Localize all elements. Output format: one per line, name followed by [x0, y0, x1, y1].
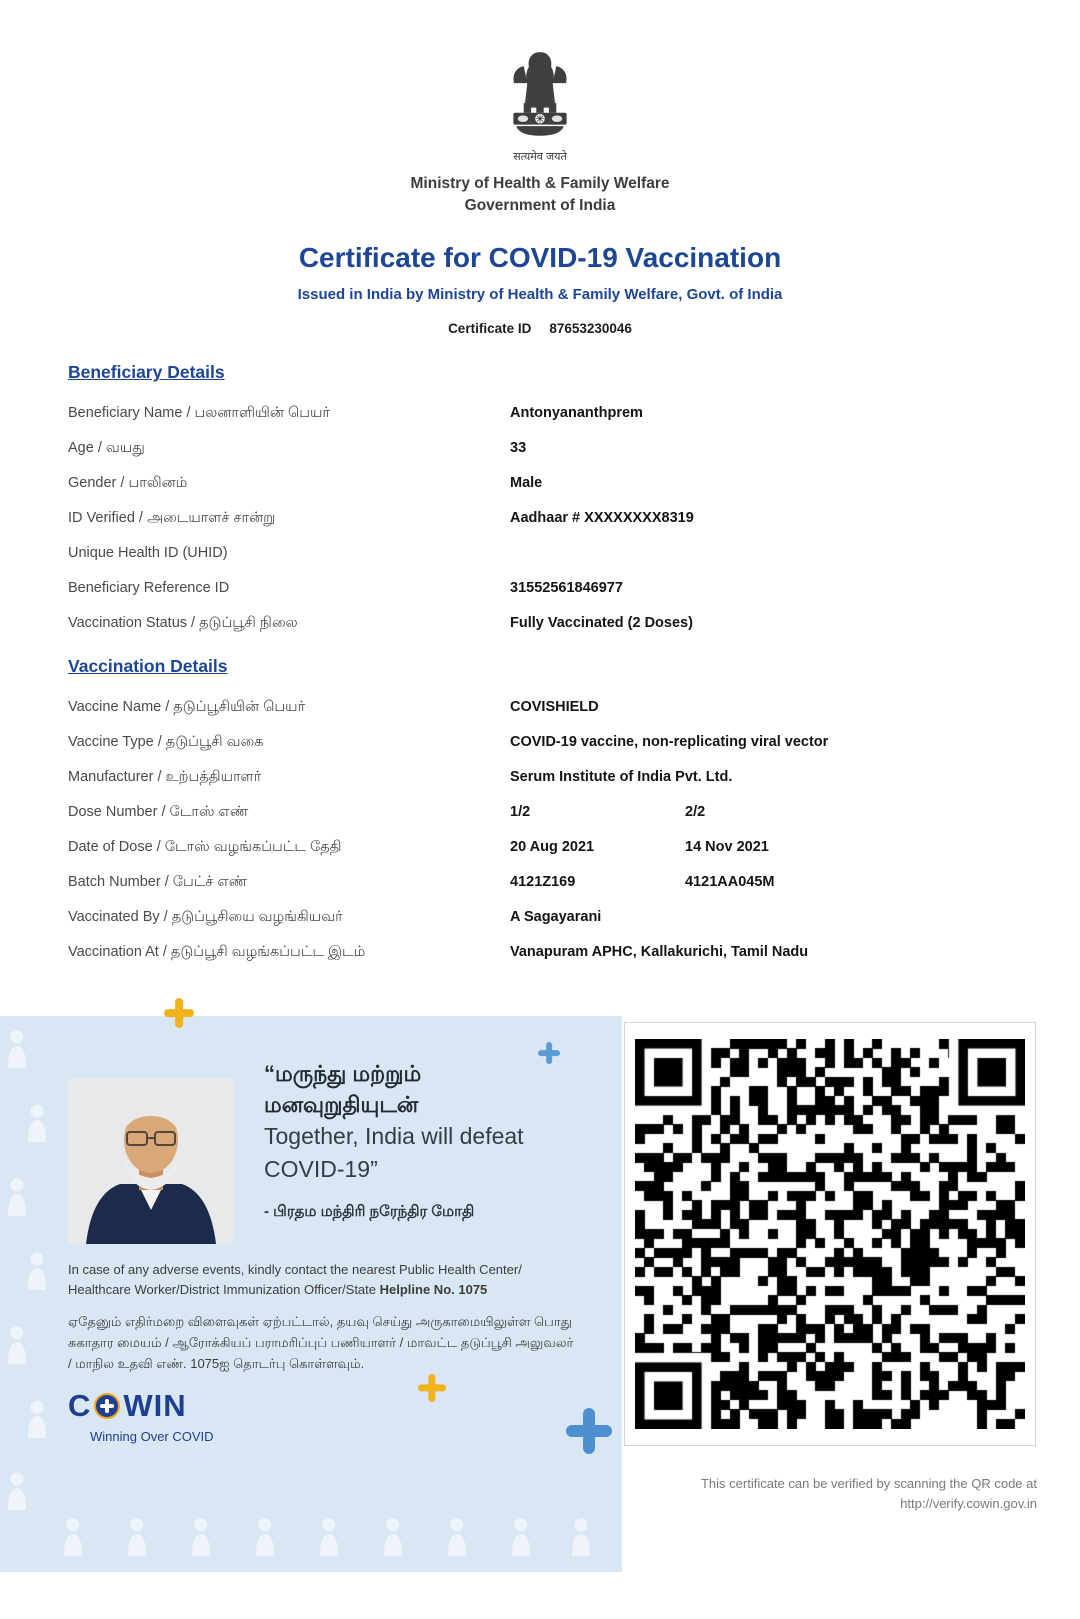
verification-url: http://verify.cowin.gov.in	[900, 1495, 1037, 1511]
field-value	[510, 872, 774, 892]
row-uhid	[68, 535, 1012, 570]
national-emblem-icon	[503, 48, 577, 164]
pm-photo	[68, 1078, 234, 1244]
row-dose-number	[68, 794, 1012, 829]
cowin-tagline: Winning Over COVID	[90, 1429, 214, 1444]
row-date-of-dose	[68, 829, 1012, 864]
certificate-id-label: Certificate ID	[448, 321, 532, 337]
field-value: Fully Vaccinated (2 Doses)	[510, 614, 693, 631]
qr-code-box	[624, 1022, 1036, 1446]
field-label: ID Verified / அடையாளச் சான்று	[68, 509, 276, 526]
adverse-events-note-tamil: ஏதேனும் எதிர்மறை விளைவுகள் ஏற்பட்டால், தயவு செய்து அருகாமையிலுள்ள பொது சுகாதார மையம் / ஆரோக்கியப் பராமரிப்புப் பணியாளர் / மாவட்ட தடுப்பூசி அலுவலர் / மாநில உதவி எண். 1075ஐ தொடர்பு கொள்ளவும்.	[68, 1314, 574, 1371]
cowin-o-icon	[94, 1393, 120, 1419]
row-vaccine-type	[68, 724, 1012, 759]
plus-icon	[164, 998, 194, 1028]
adverse-events-text: In case of any adverse events, kindly contact the nearest Public Health Center/ Healthcare Worker/District Immunization Officer/State	[68, 1262, 522, 1298]
dose-1-batch: 4121Z169	[510, 873, 576, 890]
row-vaccine-name	[68, 689, 1012, 724]
footer-banner	[0, 1016, 1080, 1572]
ministry-line-2: Government of India	[464, 196, 616, 214]
field-value: 31552561846977	[510, 579, 623, 596]
dose-1-value: 1/2	[510, 803, 531, 820]
plus-icon	[566, 1408, 612, 1454]
ministry-name	[0, 173, 1080, 216]
field-label: Vaccination At / தடுப்பூசி வழங்கப்பட்ட இடம்	[68, 943, 366, 960]
field-label: Batch Number / பேட்ச் எண்	[68, 873, 248, 890]
certificate-id-value: 87653230046	[549, 321, 632, 337]
field-label: Manufacturer / உற்பத்தியாளர்	[68, 768, 262, 785]
vaccination-details-heading: Vaccination Details	[68, 656, 228, 677]
quote-english-line-2: COVID-19”	[264, 1156, 378, 1182]
cowin-logo-win: WIN	[123, 1388, 187, 1423]
field-label: Age / வயது	[68, 439, 145, 456]
row-vaccinated-by	[68, 899, 1012, 934]
certificate-id-line	[0, 321, 1080, 336]
pm-quote	[264, 1058, 524, 1222]
field-label: Beneficiary Reference ID	[68, 579, 230, 596]
row-reference-id	[68, 570, 1012, 605]
verification-text: This certificate can be verified by scanning the QR code at	[700, 1476, 1037, 1491]
quote-tamil-line-1: “மருந்து மற்றும்	[264, 1061, 422, 1086]
field-value: 33	[510, 439, 527, 456]
cowin-logo	[68, 1388, 214, 1444]
row-batch-number	[68, 864, 1012, 899]
field-label: Gender / பாலினம்	[68, 474, 188, 491]
field-label: Date of Dose / டோஸ் வழங்கப்பட்ட தேதி	[68, 838, 342, 855]
dose-1-date: 20 Aug 2021	[510, 838, 595, 855]
field-value: Antonyananthprem	[510, 404, 643, 421]
ministry-line-1: Ministry of Health & Family Welfare	[410, 175, 670, 192]
emblem-motto: सत्यमेव जयते	[513, 151, 567, 163]
certificate-subtitle: Issued in India by Ministry of Health & Family Welfare, Govt. of India	[297, 286, 783, 304]
field-value	[510, 802, 705, 822]
field-value: A Sagayarani	[510, 908, 602, 925]
row-vaccination-at	[68, 934, 1012, 969]
certificate-title: Certificate for COVID-19 Vaccination	[298, 242, 782, 274]
quote-tamil-line-2: மனவுறுதியுடன்	[264, 1092, 419, 1117]
field-label: Vaccine Name / தடுப்பூசியின் பெயர்	[68, 698, 306, 715]
row-age	[68, 430, 1012, 465]
field-value: Aadhaar # XXXXXXXX8319	[510, 509, 694, 526]
field-value: COVISHIELD	[510, 698, 599, 715]
field-label: Unique Health ID (UHID)	[68, 544, 228, 561]
row-gender	[68, 465, 1012, 500]
helpline-number: Helpline No. 1075	[379, 1282, 488, 1298]
quote-english-line-1: Together, India will defeat	[264, 1123, 524, 1149]
cowin-logo-c: C	[68, 1388, 92, 1423]
field-label: Vaccinated By / தடுப்பூசியை வழங்கியவர்	[68, 908, 343, 925]
dose-2-batch: 4121AA045M	[685, 873, 775, 890]
plus-icon	[418, 1374, 446, 1402]
field-value: Male	[510, 474, 543, 491]
row-manufacturer	[68, 759, 1012, 794]
row-beneficiary-name	[68, 395, 1012, 430]
certificate-header	[0, 0, 1080, 336]
field-label: Beneficiary Name / பலனாளியின் பெயர்	[68, 404, 331, 421]
quote-attribution: - பிரதம மந்திரி நரேந்திர மோதி	[264, 1203, 475, 1220]
field-value: Vanapuram APHC, Kallakurichi, Tamil Nadu	[510, 943, 809, 960]
qr-code	[635, 1039, 1025, 1429]
field-label: Dose Number / டோஸ் எண்	[68, 803, 249, 820]
field-value	[510, 837, 769, 857]
field-value: Serum Institute of India Pvt. Ltd.	[510, 768, 733, 785]
row-vaccination-status	[68, 605, 1012, 640]
dose-2-value: 2/2	[685, 803, 706, 820]
row-id-verified	[68, 500, 1012, 535]
dose-2-date: 14 Nov 2021	[685, 838, 769, 855]
field-label: Vaccination Status / தடுப்பூசி நிலை	[68, 614, 298, 631]
verification-note	[701, 1474, 1037, 1513]
adverse-events-note	[68, 1260, 573, 1300]
field-label: Vaccine Type / தடுப்பூசி வகை	[68, 733, 264, 750]
beneficiary-details-heading: Beneficiary Details	[68, 362, 225, 383]
plus-icon	[538, 1042, 560, 1064]
details-section	[0, 362, 1080, 969]
field-value: COVID-19 vaccine, non-replicating viral vector	[510, 733, 829, 750]
